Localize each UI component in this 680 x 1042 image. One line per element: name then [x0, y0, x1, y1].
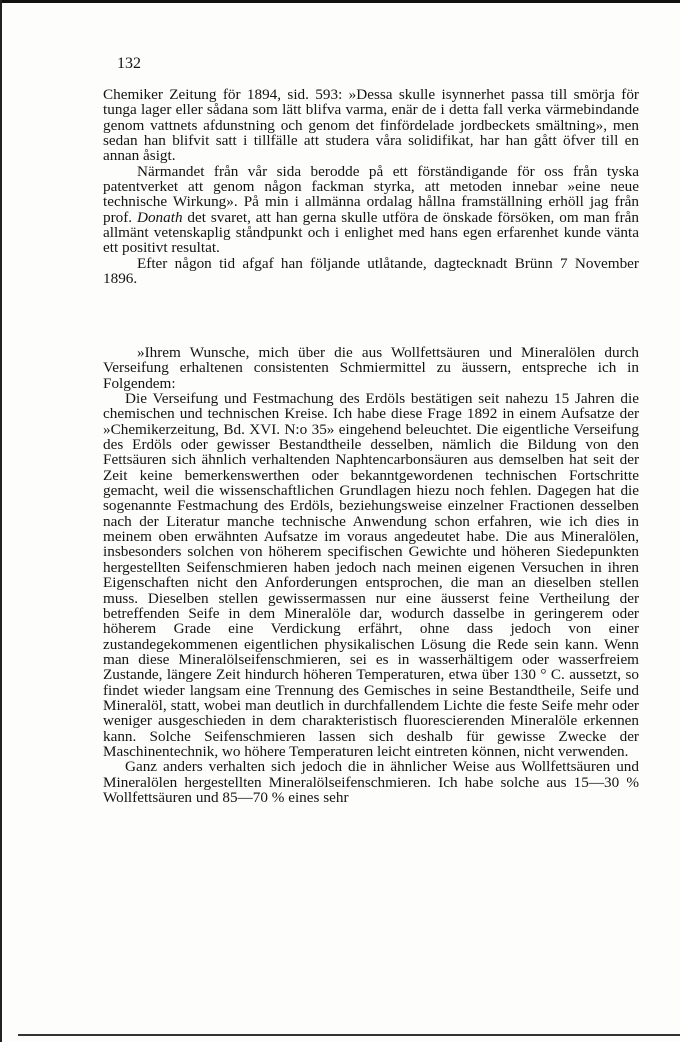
- bottom-border: [18, 1034, 680, 1036]
- paragraph-ganz-anders: Ganz anders verhalten sich jedoch die in ähnlicher Weise aus Wollfettsäuren und Mineralölen hergestellten Mineralölseifenschmieren. Ich habe solche aus 15—30 % Wollfettsäuren und 85—70 % eines sehr: [103, 758, 639, 806]
- paragraph-patentverket: [103, 164, 639, 256]
- swedish-text-block: [103, 87, 639, 286]
- name-donath: Donath: [136, 208, 183, 226]
- left-border: [0, 0, 2, 1042]
- paragraph-chemiker-zeitung: Chemiker Zeitung för 1894, sid. 593: »Dessa skulle isynnerhet passa till smörja för tunga lager eller sådana som lätt blifva varma, enär de i detta fall verka värmebindande genom vattnets afdunstning och genom det finfördelade jordbeckets smältning», men sedan han blifvit satt i tillfälle att studera våra solidifikat, har han gått öfver till en annan åsigt.: [103, 86, 639, 165]
- paragraph-ihrem-wunsche: »Ihrem Wunsche, mich über die aus Wollfettsäuren und Mineralölen durch Verseifung erhaltenen consistenten Schmiermittel zu äussern, entspreche ich in Folgendem:: [103, 344, 639, 392]
- german-quote-block: [103, 345, 639, 805]
- page-number: 132: [117, 55, 141, 72]
- top-border: [0, 0, 680, 3]
- paragraph-patentverket-part-2: det svaret, att han gerna skulle utföra de önskade försöken, om man från allmänt vetenskaplig ståndpunkt och i enlighet med hans egen erfarenhet kunde vänta ett positivt resultat.: [103, 208, 639, 257]
- paragraph-utlatande: Efter någon tid afgaf han följande utlåtande, dagtecknadt Brünn 7 November 1896.: [103, 254, 639, 288]
- paragraph-patentverket-part-1: Närmandet från vår sida berodde på ett förständigande för oss från tyska patentverket att genom någon fackman styrka, att metoden innebar »eine neue technische Wirkung». På min i allmänna ordalag hållna framställning erhöll jag från prof.: [103, 162, 639, 226]
- paragraph-verseifung: Die Verseifung und Festmachung des Erdöls bestätigen seit nahezu 15 Jahren die chemischen und technischen Kreise. Ich habe diese Frage 1892 in einem Aufsatze der »Chemikerzeitung, Bd. XVI. N:o 35» eingehend beleuchtet. Die eigentliche Verseifung des Erdöls oder gewisser Bestandtheile desselben, nämlich die Bildung von den Fettsäuren sich ähnlich verhaltenden Naphtencarbonsäuren aus demselben hat seit der Zeit keine bemerkenswerthen oder bekanntgewordenen technischen Fortschritte gemacht, weil die wissenschaftlichen Grundlagen hiezu noch fehlen. Dagegen hat die sogenannte Festmachung des Erdöls, beziehungsweise einzelner Fractionen desselben nach der Literatur manche technische Anwendung schon erfahren, wie ich dies in meinem oben erwähnten Aufsatze im voraus angedeutet habe. Die aus Mineralölen, insbesonders solchen von höherem specifischen Gewichte und höheren Siedepunkten hergestellten Seifenschmieren haben jedoch nach meinen eigenen Versuchen in ihren Eigenschaften nicht den Anforderungen entsprochen, die man an dieselben stellen muss. Dieselben stellen gewissermassen nur eine äusserst feine Vertheilung der betreffenden Seife in dem Mineralöle dar, wodurch dasselbe in geringerem oder höherem Grade eine Verdickung erfährt, ohne dass jedoch von einer zustandegekommenen eigentlichen physikalischen Lösung die Rede sein kann. Wenn man diese Mineralölseifenschmieren, sei es in wasserhältigem oder wasserfreiem Zustande, längere Zeit hindurch höheren Temperaturen, etwa über 130 ° C. aussetzt, so findet wieder langsam eine Trennung des Gemisches in seine Bestandtheile, Seife und Mineralöl, statt, wobei man deutlich in durchfallendem Lichte die feste Seife mehr oder weniger ausgeschieden in dem charakteristisch fluorescierenden Mineralöle erkennen kann. Solche Seifenschmieren lassen sich deshalb für gewisse Zwecke der Maschinentechnik, wo höhere Temperaturen leicht eintreten können, nicht verwenden.: [103, 390, 639, 760]
